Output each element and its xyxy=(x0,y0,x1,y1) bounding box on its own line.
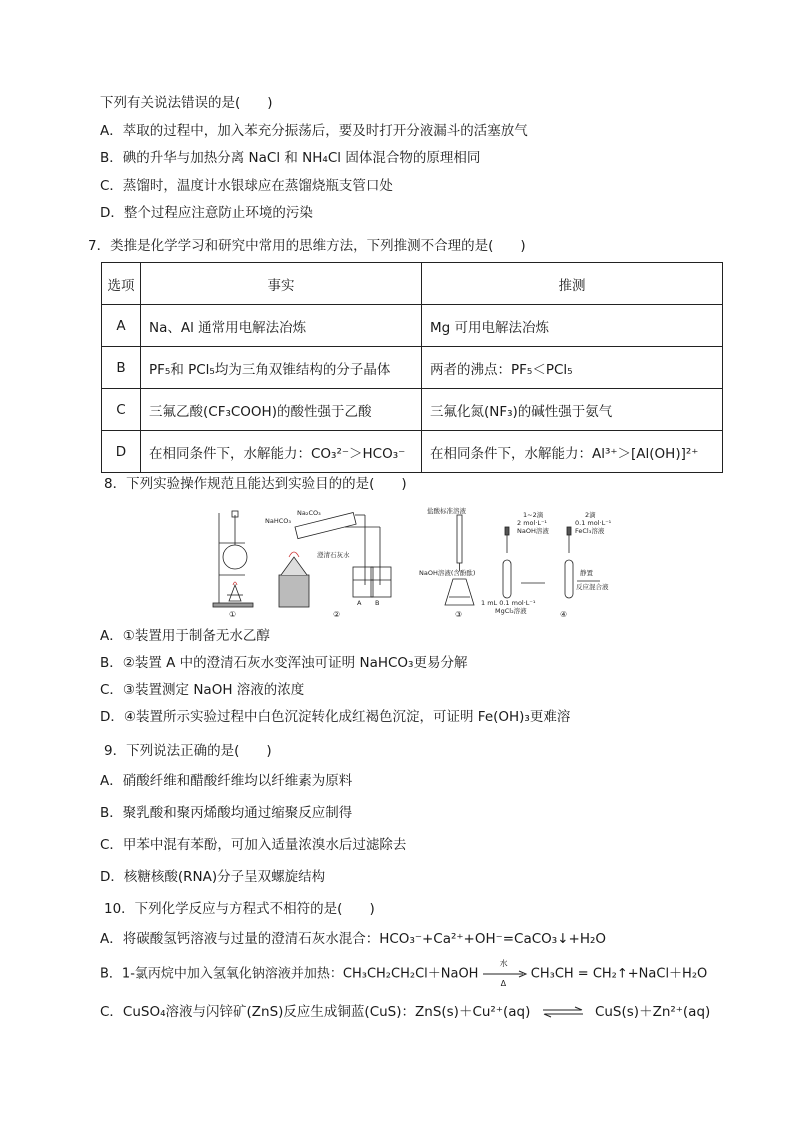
header-guess: 推测 xyxy=(422,263,723,305)
condition-bottom: Δ xyxy=(500,979,507,988)
q10-b-rhs: CH₃CH = CH₂↑+NaCl＋H₂O xyxy=(530,966,708,982)
apparatus-3-icon xyxy=(445,515,474,605)
table-header-row xyxy=(102,263,723,305)
table-row xyxy=(102,347,723,389)
header-fact: 事实 xyxy=(141,263,422,305)
q9-option-c: C．甲苯中混有苯酚，可加入适量浓溴水后过滤除去 xyxy=(100,837,407,853)
q9-option-b: B．聚乳酸和聚丙烯酸均通过缩聚反应制得 xyxy=(100,805,353,821)
q6-option-a: A．萃取的过程中，加入苯充分振荡后，要及时打开分液漏斗的活塞放气 xyxy=(100,123,528,139)
condition-top: 水 xyxy=(499,959,508,968)
label-stand: 静置 xyxy=(580,569,593,577)
q10-stem: 10．下列化学反应与方程式不相符的是( ) xyxy=(104,901,375,917)
row-option: A xyxy=(102,305,141,347)
q10-option-b xyxy=(100,959,708,988)
label-naoh2: 2 mol·L⁻¹ xyxy=(517,519,548,527)
table-row xyxy=(102,431,723,473)
q10-option-a: A．将碳酸氢钙溶液与过量的澄清石灰水混合：HCO₃⁻+Ca²⁺+OH⁻=CaCO₃↓+H₂O xyxy=(100,931,607,947)
row-fact: Na、Al 通常用电解法冶炼 xyxy=(141,305,422,347)
q6-option-d: D．整个过程应注意防止环境的污染 xyxy=(100,205,313,221)
q6-option-c: C．蒸馏时，温度计水银球应在蒸馏烧瓶支管口处 xyxy=(100,178,393,194)
q9-option-d: D．核糖核酸(RNA)分子呈双螺旋结构 xyxy=(100,869,326,885)
row-option: D xyxy=(102,431,141,473)
label-fecl3b: FeCl₃溶液 xyxy=(575,527,605,535)
row-fact: 在相同条件下，水解能力：CO₃²⁻＞HCO₃⁻ xyxy=(141,431,422,473)
q6-stem: 下列有关说法错误的是( ) xyxy=(100,95,273,111)
equilibrium-arrow-icon xyxy=(541,1007,585,1017)
q10-c-lhs: C．CuSO₄溶液与闪锌矿(ZnS)反应生成铜蓝(CuS)：ZnS(s)＋Cu²⁺(aq) xyxy=(100,1004,531,1020)
label-na2co3: Na₂CO₃ xyxy=(297,509,321,517)
row-option: C xyxy=(102,389,141,431)
label-mgcl2: 1 mL 0.1 mol·L⁻¹ xyxy=(481,599,536,607)
q9-stem: 9．下列说法正确的是( ) xyxy=(104,743,272,759)
q8-stem: 8．下列实验操作规范且能达到实验目的的是( ) xyxy=(104,476,407,492)
row-guess: Mg 可用电解法冶炼 xyxy=(422,305,723,347)
q7-table xyxy=(101,262,723,473)
label-beaker-a: A xyxy=(357,599,362,607)
apparatus-1-icon xyxy=(213,511,253,607)
row-fact: 三氟乙酸(CF₃COOH)的酸性强于乙酸 xyxy=(141,389,422,431)
row-guess: 三氟化氮(NF₃)的碱性强于氨气 xyxy=(422,389,723,431)
header-option: 选项 xyxy=(102,263,141,305)
q10-option-c xyxy=(100,1003,710,1021)
row-option: B xyxy=(102,347,141,389)
q8-option-b: B．②装置 A 中的澄清石灰水变浑浊可证明 NaHCO₃更易分解 xyxy=(100,655,468,671)
label-naoh-soln: NaOH溶液(含酚酞) xyxy=(419,569,476,577)
label-1: ① xyxy=(229,610,237,619)
q10-c-rhs: CuS(s)＋Zn²⁺(aq) xyxy=(594,1004,711,1020)
label-2: ② xyxy=(333,610,341,619)
label-limewater: 澄清石灰水 xyxy=(317,551,350,559)
q9-option-a: A．硝酸纤维和醋酸纤维均以纤维素为原料 xyxy=(100,773,353,789)
row-guess: 在相同条件下，水解能力：Al³⁺＞[Al(OH)]²⁺ xyxy=(422,431,723,473)
q6-option-b: B．碘的升华与加热分离 NaCl 和 NH₄Cl 固体混合物的原理相同 xyxy=(100,150,481,166)
q8-option-a: A．①装置用于制备无水乙醇 xyxy=(100,628,270,644)
table-row xyxy=(102,305,723,347)
label-fecl3: 0.1 mol·L⁻¹ xyxy=(575,519,612,527)
q8-option-d: D．④装置所示实验过程中白色沉淀转化成红褐色沉淀，可证明 Fe(OH)₃更难溶 xyxy=(100,709,571,725)
label-4: ④ xyxy=(560,610,568,619)
label-hcl-std: 盐酸标准溶液 xyxy=(427,507,466,515)
q10-b-lhs: B．1-氯丙烷中加入氢氧化钠溶液并加热：CH₃CH₂CH₂Cl＋NaOH xyxy=(100,966,479,982)
label-drops1: 1~2滴 xyxy=(523,511,544,519)
label-drops2: 2滴 xyxy=(585,511,596,519)
q7-stem: 7．类推是化学学习和研究中常用的思维方法，下列推测不合理的是( ) xyxy=(88,238,526,254)
label-mix: 反应混合液 xyxy=(576,583,609,591)
label-naoh2b: NaOH溶液 xyxy=(517,527,549,535)
row-fact: PF₅和 PCl₅均为三角双锥结构的分子晶体 xyxy=(141,347,422,389)
condition-arrow xyxy=(483,959,527,988)
q8-option-c: C．③装置测定 NaOH 溶液的浓度 xyxy=(100,682,305,698)
row-guess: 两者的沸点：PF₅＜PCl₅ xyxy=(422,347,723,389)
q8-apparatus-figure xyxy=(205,505,612,620)
table-row xyxy=(102,389,723,431)
label-nahco3: NaHCO₃ xyxy=(265,517,291,525)
label-beaker-b: B xyxy=(375,599,380,607)
apparatus-2-icon xyxy=(279,512,391,607)
label-mgcl2b: MgCl₂溶液 xyxy=(495,607,527,615)
label-3: ③ xyxy=(455,610,463,619)
